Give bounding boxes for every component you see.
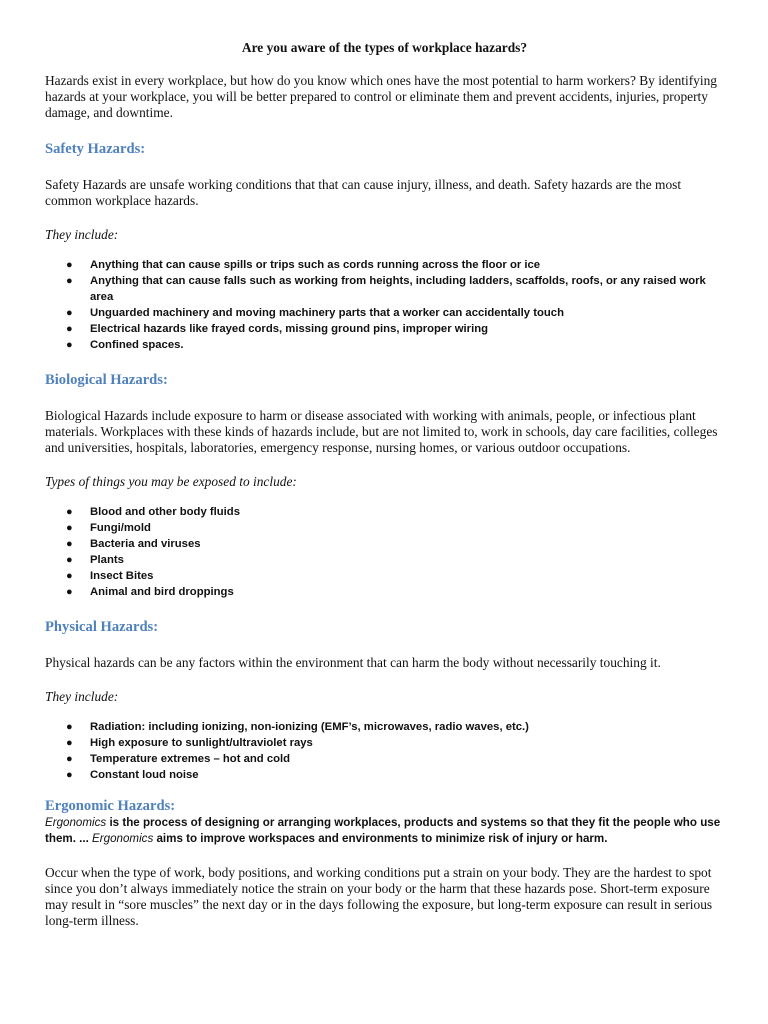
list-item: ● Temperature extremes – hot and cold <box>66 753 291 765</box>
physical-lead: They include: <box>45 689 119 704</box>
safety-list <box>45 257 724 353</box>
bullet-icon: ● <box>66 753 73 765</box>
bullet-icon: ● <box>66 259 73 271</box>
intro-paragraph: Hazards exist in every workplace, but how do you know which ones have the most potential to harm workers? By identifying hazards at your workplace, you will be better prepared to control or eliminate them and prevent accidents, injuries, property damage, and downtime. <box>45 73 717 120</box>
list-item: ● Radiation: including ionizing, non-ionizing (EMF’s, microwaves, radio waves, etc.) <box>66 721 529 733</box>
safety-heading: Safety Hazards: <box>45 141 146 157</box>
list-item: ● Anything that can cause spills or trips such as cords running across the floor or ice <box>66 259 541 271</box>
ergonomic-paragraph: Occur when the type of work, body positions, and working conditions put a strain on your body. They are the hardest to spot since you don’t always immediately notice the strain on your body or the harm that these hazards pose. Short-term exposure may result in “sore muscles” the next day or in the days following the exposure, but long-term exposure can result in serious long-term illness. <box>45 865 713 928</box>
biological-paragraph: Biological Hazards include exposure to harm or disease associated with working with animals, people, or infectious plant materials. Workplaces with these kinds of hazards include, but are not limited to, work in schools, day care facilities, colleges and universities, hospitals, laboratories, emergency response, nursing homes, or various outdoor occupations. <box>45 408 718 455</box>
list-item: ● Confined spaces. <box>66 339 184 351</box>
ergonomics-term: Ergonomics <box>45 816 107 829</box>
bullet-icon: ● <box>66 737 73 749</box>
list-item: ● Electrical hazards like frayed cords, missing ground pins, improper wiring <box>66 323 489 335</box>
bullet-icon: ● <box>66 522 73 534</box>
list-item: ● Constant loud noise <box>66 769 199 781</box>
bullet-icon: ● <box>66 506 73 518</box>
physical-list <box>45 719 724 783</box>
bullet-icon: ● <box>66 275 73 287</box>
bullet-icon: ● <box>66 307 73 319</box>
biological-list <box>45 504 724 600</box>
list-item: ● Unguarded machinery and moving machinery parts that a worker can accidentally touch <box>66 307 564 319</box>
bullet-icon: ● <box>66 586 73 598</box>
biological-lead: Types of things you may be exposed to include: <box>45 474 297 489</box>
definition-text: is the process of designing or arranging workplaces, products and systems so that they fit the people who use them. ... <box>45 816 721 845</box>
list-item: ● Insect Bites <box>66 570 154 582</box>
bullet-icon: ● <box>66 339 73 351</box>
list-item: ● Blood and other body fluids <box>66 506 240 518</box>
list-item: ● High exposure to sunlight/ultraviolet rays <box>66 737 313 749</box>
bullet-icon: ● <box>66 538 73 550</box>
list-item: ● Anything that can cause falls such as working from heights, including ladders, scaffolds, roofs, or any raised work area <box>66 275 706 303</box>
bullet-icon: ● <box>66 769 73 781</box>
safety-lead: They include: <box>45 227 119 242</box>
bullet-icon: ● <box>66 570 73 582</box>
ergonomic-definition <box>45 815 724 847</box>
list-item: ● Bacteria and viruses <box>66 538 201 550</box>
ergonomic-heading: Ergonomic Hazards: <box>45 798 176 814</box>
page-title: Are you aware of the types of workplace hazards? <box>241 40 528 55</box>
ergonomics-term: Ergonomics <box>92 832 154 845</box>
bullet-icon: ● <box>66 721 73 733</box>
biological-heading: Biological Hazards: <box>45 372 168 388</box>
list-item: ● Plants <box>66 554 124 566</box>
safety-paragraph: Safety Hazards are unsafe working conditions that that can cause injury, illness, and death. Safety hazards are the most common workplace hazards. <box>45 177 682 208</box>
bullet-icon: ● <box>66 554 73 566</box>
physical-paragraph: Physical hazards can be any factors within the environment that can harm the body without necessarily touching it. <box>45 655 661 670</box>
list-item: ● Fungi/mold <box>66 522 151 534</box>
physical-heading: Physical Hazards: <box>45 619 159 635</box>
bullet-icon: ● <box>66 323 73 335</box>
definition-text: aims to improve workspaces and environments to minimize risk of injury or harm. <box>153 832 608 845</box>
list-item: ● Animal and bird droppings <box>66 586 234 598</box>
